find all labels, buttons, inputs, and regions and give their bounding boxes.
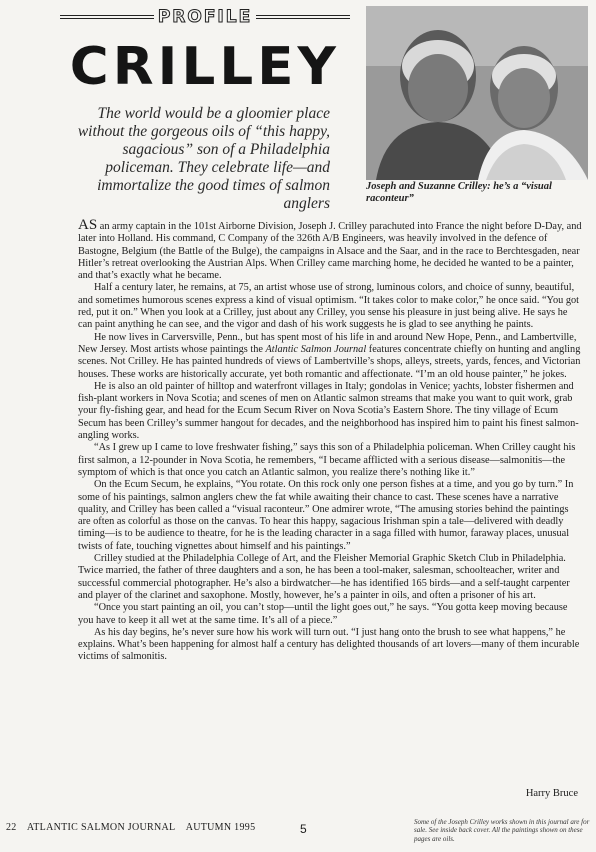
article-paragraph: Crilley studied at the Philadelphia College of Art, and the Fleisher Memorial Graphic Sketch Club in Philadelphia. Twice married, the father of three daughters and a son, he has been a tool-maker, salesman, schoolteacher, writer and successful commercial photographer. He’s also a birdwatcher—he has identified 165 birds—and a self-taught carpenter and player of the clarinet and saxophone. Mostly, however, he’s a painter in oils, and often a prisoner of his art. <box>78 553 570 601</box>
kicker-label: PROFILE <box>157 7 253 27</box>
article-paragraph <box>78 332 582 381</box>
paragraph-text: He now lives in Carversville, Penn., but has spent most of his life in and around New Hope, Penn., and Lambertville, New Jersey. Most artists whose paintings the <box>78 331 577 355</box>
article-paragraph: Half a century later, he remains, at 75, an artist whose use of strong, luminous colors, and choice of sunny, beautiful, and sometimes humorous scenes express a kind of visual optimism. “It takes color to make color,” he once said. “You got red, put it on.” When you look at a Crilley, just about any Crilley, you sense his pleasure in just being alive. He says he can paint anything he can see, and the vigor and dash of his work suggests he is glad to see anything he paints. <box>78 282 579 331</box>
portrait-illustration <box>366 6 588 180</box>
article-paragraph: He is also an old painter of hilltop and waterfront villages in Italy; gondolas in Venice; yachts, lobster fishermen and fish-plant workers in Nova Scotia; and scenes of men on Atlantic salmon streams that make you want to quit work, grab your fly-fishing gear, and head for the Ecum Secum River on Nova Scotia’s Eastern Shore. The tiny village of Ecum Secum has been Crilley’s summer hangout for decades, and the neighborhood has inspired him to paint his finest salmon-angling works. <box>78 380 579 442</box>
article-paragraph: As his day begins, he’s never sure how his work will turn out. “I just hang onto the brush to see what happens,” he explains. What’s been happening for almost half a century has delighted thousands of art lovers—many of them incurable victims of salmonitis. <box>78 626 580 663</box>
kicker-rule-left <box>60 15 154 19</box>
kicker-rule-right <box>256 15 350 19</box>
section-kicker <box>60 7 350 27</box>
deck: The world would be a gloomier place without the gorgeous oils of “this happy, sagacious” son of a Philadelphia policeman. They celebrate life—and immortalize the good times of salmon anglers <box>77 105 330 212</box>
article-paragraph: On the Ecum Secum, he explains, “You rotate. On this rock only one person fishes at a time, and you go by turn.” In some of his paintings, salmon anglers chew the fat while awaiting their chance to cast. These scenes have a narrative quality, and Crilley has been called a “visual raconteur.” One admirer wrote, “The amusing stories behind the paintings are often as colorful as those on the canvas. To hear this happy, sagacious Irishman spin a tale—delivered with deadly timing—is to be audience to theatre, for he is the leading character in a saga filled with humor, faraway places, unusual twists of fate, touching vignettes about himself and his paintings.” <box>78 479 574 552</box>
lead-in: AS <box>78 217 98 233</box>
headline: CRILLEY <box>69 37 340 97</box>
publication-name: ATLANTIC SALMON JOURNAL <box>26 822 176 833</box>
paragraph-text: features concentrate chiefly on hunting and angling scenes. Not Crilley. He has painted hundreds of views of Lambertville’s shops, alleys, streets, yards, fences, and Victorian houses. These works are historically accurate, yet both romantic and affectionate. “I’m an old house painter,” he jokes. <box>78 343 581 380</box>
issue-date: AUTUMN 1995 <box>185 822 256 833</box>
photo-caption: Joseph and Suzanne Crilley: he’s a “visual raconteur” <box>366 181 552 204</box>
paragraph-text: an army captain in the 101st Airborne Division, Joseph J. Crilley parachuted into France the night before D-Day, and later into Holland. His command, C Company of the 326th A/B Engineers, was heavily involved in the defence of Bastogne, Belgium (the Battle of the Bulge), the campaigns in Alsace and the Saar, and in the race to Berchtesgaden, near Hitler’s retreat overlooking the Austrian Alps. When Crilley came marching home, he decided he wanted to be a painter, and that’s exactly what he became. <box>78 221 582 282</box>
footnote: Some of the Joseph Crilley works shown in this journal are for sale. See inside back cover. All the paintings shown on these pages are oils. <box>414 818 590 843</box>
article-paragraph: “As I grew up I came to love freshwater fishing,” says this son of a Philadelphia policeman. When Crilley caught his first salmon, a 12-pounder in Nova Scotia, he remembers, “I became afflicted with a serious disease—salmonitis—the symptom of which is that once you catch an Atlantic salmon, you realize there’s nothing like it.” <box>78 442 576 478</box>
article-body <box>78 219 582 664</box>
article-paragraph <box>78 219 582 282</box>
page-footer <box>6 822 263 833</box>
byline: Harry Bruce <box>525 788 578 799</box>
page-number: 5 <box>300 822 307 836</box>
portrait-photo <box>366 6 588 180</box>
article-paragraph: “Once you start painting an oil, you can’t stop—until the light goes out,” he says. “You gotta keep moving because you have to keep it all wet at the same time. It’s all of a piece.” <box>78 602 568 626</box>
journal-title: Atlantic Salmon Journal <box>265 343 367 355</box>
folio: 22 <box>6 822 17 833</box>
